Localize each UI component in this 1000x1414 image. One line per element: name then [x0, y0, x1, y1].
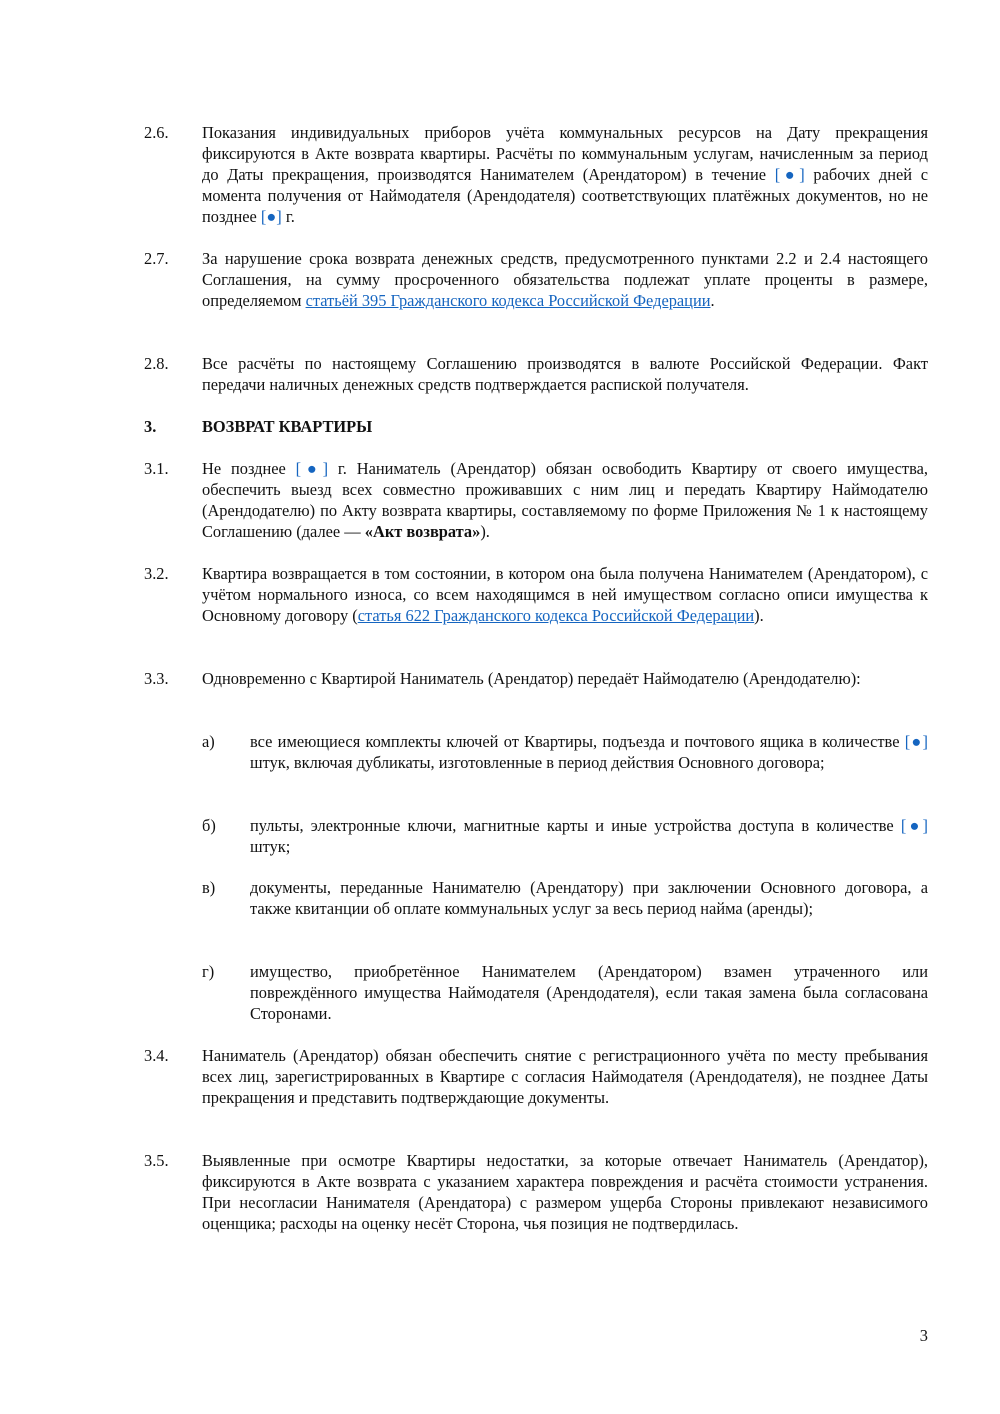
clause-text: Квартира возвращается в том состоянии, в котором она была получена Нанимателем (Арендатором), с учётом нормального износа, со всем находящимся в ней имуществом согласно описи имущества к Основному договору (статья 622 Гражданского кодекса Российской Федерации).: [202, 564, 928, 625]
clause-2-8: [144, 353, 928, 395]
placeholder-field[interactable]: [●]: [295, 459, 329, 478]
clause-text: Не позднее [●] г. Наниматель (Арендатор) обязан освободить Квартиру от своего имущества, обеспечить выезд всех совместно проживавших с ним лиц и передать Квартиру Наймодателю (Арендодателю) по Акту возврата квартиры, составляемому по форме Приложения № 1 к настоящему Соглашению (далее — «Акт возврата»).: [202, 459, 928, 541]
clause-number: 2.8.: [144, 354, 169, 373]
clause-3-1: [144, 458, 928, 542]
clause-3-5: [144, 1150, 928, 1234]
section-3-heading: [144, 416, 928, 437]
list-item-marker: г): [202, 962, 215, 981]
clause-text: За нарушение срока возврата денежных средств, предусмотренного пунктами 2.2 и 2.4 настоящего Соглашения, на сумму просроченного обязательства подлежат уплате проценты в размере, определяемом статьёй 395 Гражданского кодекса Российской Федерации.: [202, 249, 928, 310]
clause-3-3: [144, 668, 928, 689]
list-item-g: [202, 961, 928, 1024]
clause-3-4: [144, 1045, 928, 1108]
clause-number: 2.7.: [144, 249, 169, 268]
list-item-b: [202, 815, 928, 857]
list-item-marker: б): [202, 816, 216, 835]
civil-code-article-395-link[interactable]: статьёй 395 Гражданского кодекса Российской Федерации: [305, 291, 711, 310]
page-number: 3: [919, 1326, 928, 1345]
list-item-text: документы, переданные Нанимателю (Арендатору) при заключении Основного договора, а также квитанции об оплате коммунальных услуг за весь период найма (аренды);: [250, 878, 928, 918]
placeholder-field[interactable]: [●]: [904, 732, 928, 751]
clause-number: 3.2.: [144, 564, 169, 583]
list-item-marker: в): [202, 878, 216, 897]
civil-code-article-622-link[interactable]: статья 622 Гражданского кодекса Российской Федерации: [357, 606, 755, 625]
section-number: 3.: [144, 417, 157, 436]
defined-term: «Акт возврата»: [364, 522, 481, 541]
clause-number: 3.4.: [144, 1046, 169, 1065]
list-item-text: все имеющиеся комплекты ключей от Квартиры, подъезда и почтового ящика в количестве [●] штук, включая дубликаты, изготовленные в период действия Основного договора;: [250, 732, 928, 772]
clause-number: 2.6.: [144, 123, 169, 142]
placeholder-field[interactable]: [●]: [260, 207, 282, 226]
list-item-text: пульты, электронные ключи, магнитные карты и иные устройства доступа в количестве [●] штук;: [250, 816, 928, 856]
clause-2-6: [144, 122, 928, 227]
clause-number: 3.3.: [144, 669, 169, 688]
clause-number: 3.1.: [144, 459, 169, 478]
clause-number: 3.5.: [144, 1151, 169, 1170]
clause-text: Все расчёты по настоящему Соглашению производятся в валюте Российской Федерации. Факт передачи наличных денежных средств подтверждается распиской получателя.: [202, 354, 928, 394]
list-item-marker: а): [202, 732, 215, 751]
clause-text: Наниматель (Арендатор) обязан обеспечить снятие с регистрационного учёта по месту пребывания всех лиц, зарегистрированных в Квартире с согласия Наймодателя (Арендодателя), не позднее Даты прекращения и представить подтверждающие документы.: [202, 1046, 928, 1107]
list-item-a: [202, 731, 928, 773]
section-title: ВОЗВРАТ КВАРТИРЫ: [202, 417, 373, 436]
placeholder-field[interactable]: [●]: [900, 816, 928, 835]
clause-text: Выявленные при осмотре Квартиры недостатки, за которые отвечает Наниматель (Арендатор), фиксируются в Акте возврата с указанием характера повреждения и расчёта стоимости устранения. При несогласии Нанимателя (Арендатора) с размером ущерба Стороны привлекают независимого оценщика; расходы на оценку несёт Сторона, чья позиция не подтвердилась.: [202, 1151, 928, 1233]
clause-3-2: [144, 563, 928, 626]
clause-2-7: [144, 248, 928, 311]
list-item-text: имущество, приобретённое Нанимателем (Арендатором) взамен утраченного или повреждённого имущества Наймодателя (Арендодателя), если такая замена была согласована Сторонами.: [250, 962, 928, 1023]
clause-text: Одновременно с Квартирой Наниматель (Арендатор) передаёт Наймодателю (Арендодателю):: [202, 669, 861, 688]
clause-text: Показания индивидуальных приборов учёта коммунальных ресурсов на Дату прекращения фиксируются в Акте возврата квартиры. Расчёты по коммунальным услугам, начисленным за период до Даты прекращения, производятся Нанимателем (Арендатором) в течение [●] рабочих дней с момента получения от Наймодателя (Арендодателя) соответствующих платёжных документов, но не позднее [●] г.: [202, 123, 928, 226]
placeholder-field[interactable]: [●]: [774, 165, 805, 184]
list-item-v: [202, 877, 928, 919]
